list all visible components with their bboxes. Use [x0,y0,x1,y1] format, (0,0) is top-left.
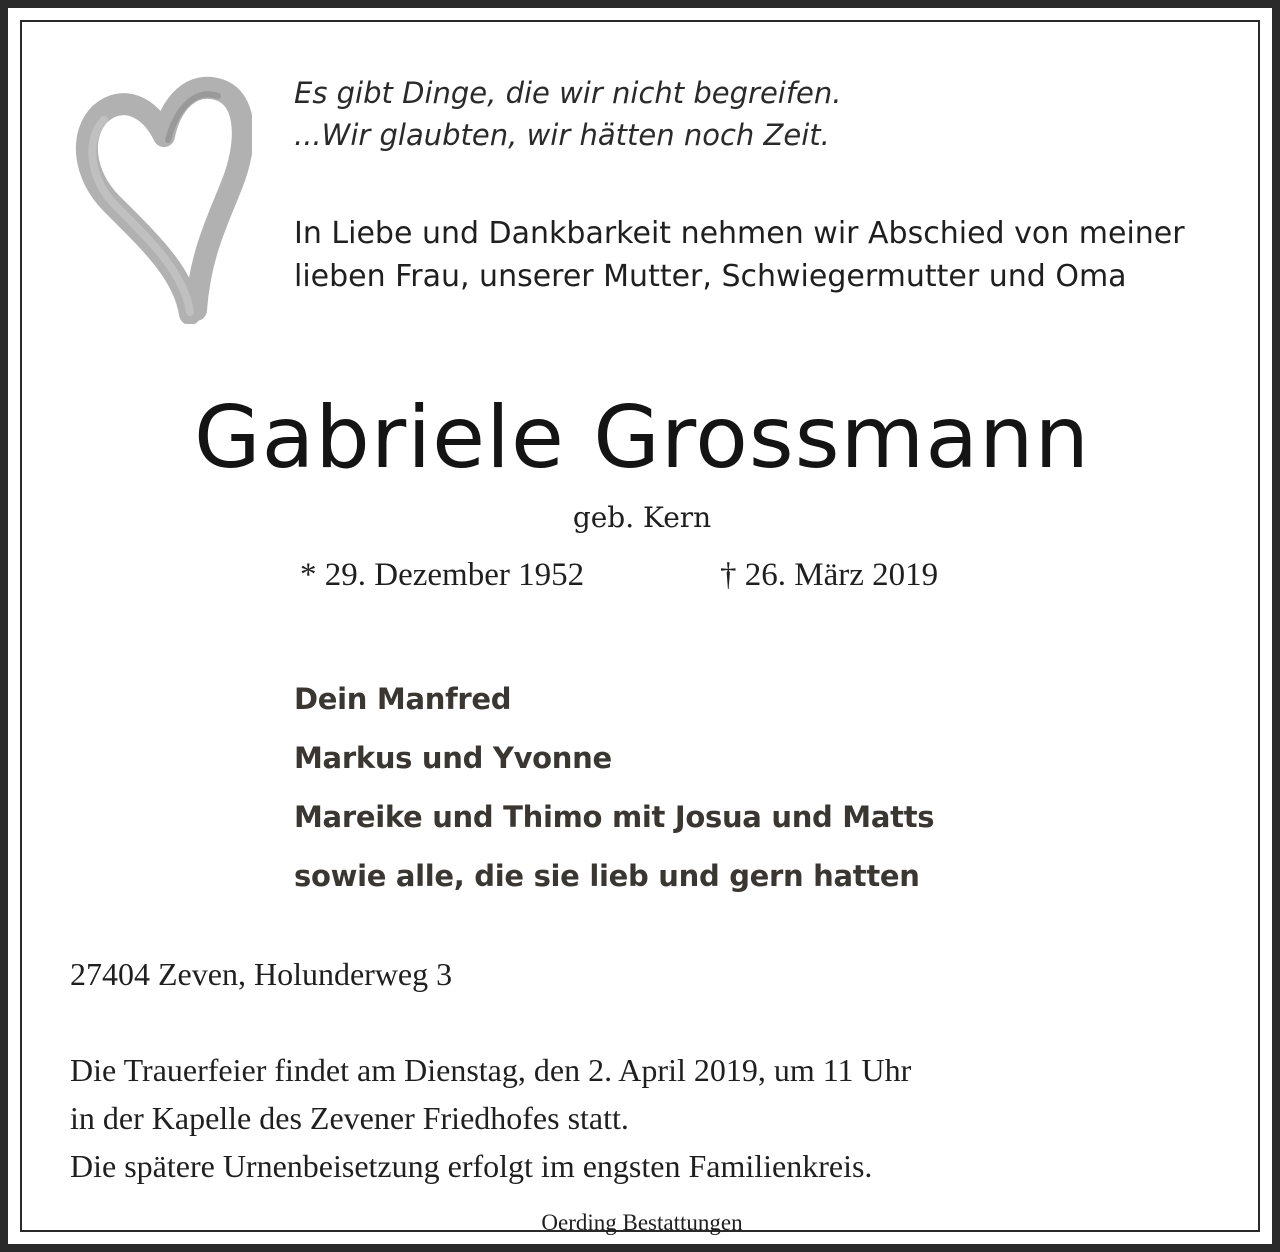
mourner-line: Dein Manfred [294,682,512,716]
heart-icon [72,74,252,324]
intro-text [294,212,1185,298]
family-address: 27404 Zeven, Holunderweg 3 [70,956,453,992]
mourners-list [294,670,934,906]
birth-name: geb. Kern [572,501,712,534]
intro-line-1: In Liebe und Dankbarkeit nehmen wir Abschied von meiner [294,216,1185,251]
service-line-3: Die spätere Urnenbeisetzung erfolgt im engsten Familienkreis. [70,1148,873,1184]
quote-line-2: ...Wir glaubten, wir hätten noch Zeit. [294,118,830,152]
death-date: † 26. März 2019 [720,557,939,593]
quote-line-1: Es gibt Dinge, die wir nicht begreifen. [294,76,842,110]
birth-date: * 29. Dezember 1952 [300,557,585,593]
mourner-line: Mareike und Thimo mit Josua und Matts [294,800,935,834]
mourner-line: Markus und Yvonne [294,741,612,775]
intro-line-2: lieben Frau, unserer Mutter, Schwiegermutter und Oma [294,259,1127,294]
obituary-notice [8,8,1272,1244]
undertaker-name: Oerding Bestattungen [541,1210,743,1235]
mourner-line: sowie alle, die sie lieb und gern hatten [294,859,920,893]
service-line-1: Die Trauerfeier findet am Dienstag, den 2. April 2019, um 11 Uhr [70,1052,912,1088]
life-dates [300,554,939,596]
service-info [70,1046,911,1190]
service-line-2: in der Kapelle des Zevener Friedhofes statt. [70,1100,629,1136]
deceased-name: Gabriele Grossmann [193,388,1091,488]
quote [294,72,842,156]
